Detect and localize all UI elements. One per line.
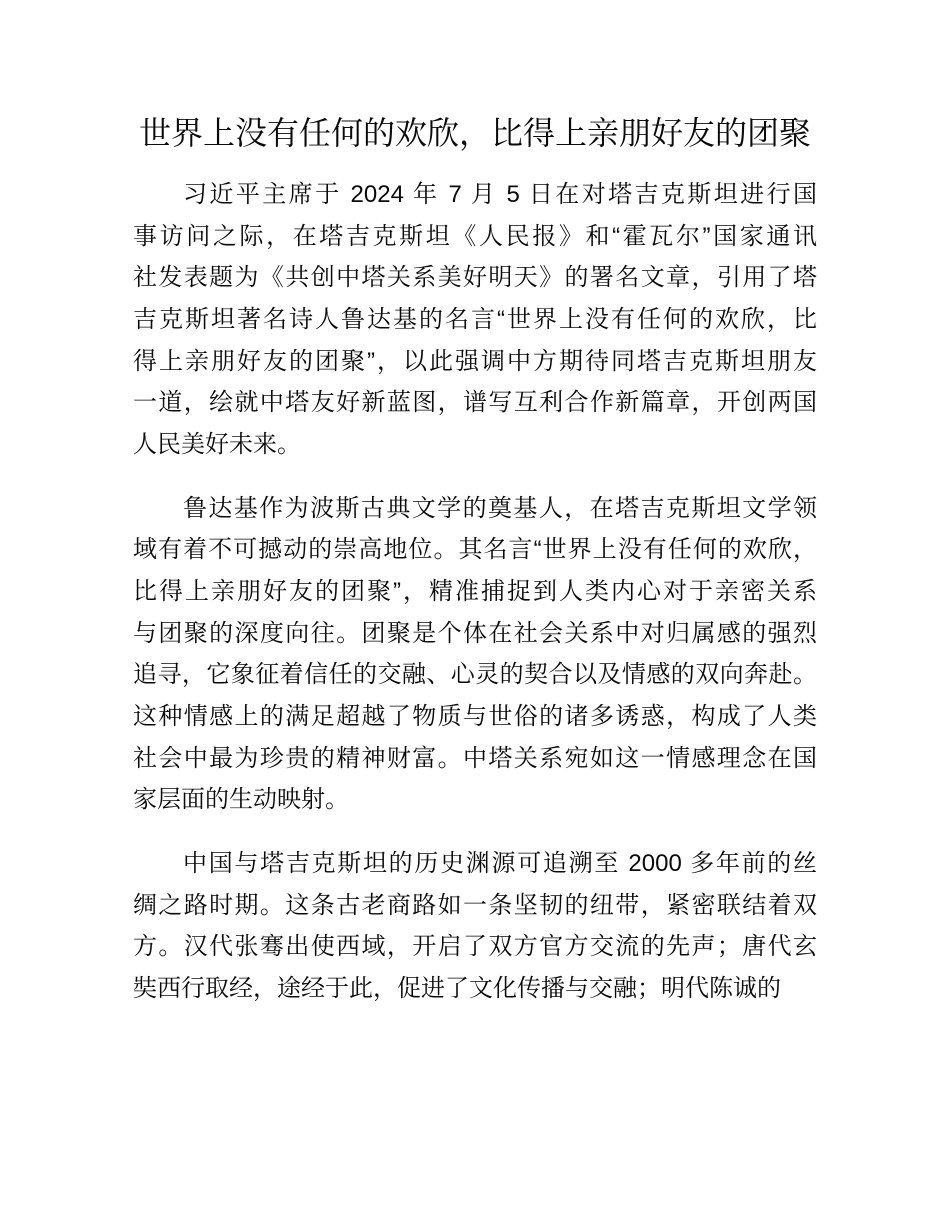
paragraph-line: 事访问之际，在塔吉克斯坦《人民报》和“霍瓦尔”国家通讯 <box>133 222 817 250</box>
paragraph-line: 一道，绘就中塔友好新蓝图，谱写互利合作新篇章，开创两国 <box>133 389 817 417</box>
paragraph-line: 家层面的生动映射。 <box>133 786 349 814</box>
paragraph-line: 方。汉代张骞出使西域，开启了双方官方交流的先声；唐代玄 <box>133 933 817 961</box>
paragraph-line: 中国与塔吉克斯坦的历史渊源可追溯至 2000 多年前的丝 <box>183 849 817 877</box>
paragraph-line: 与团聚的深度向往。团聚是个体在社会关系中对归属感的强烈 <box>133 619 817 647</box>
paragraph-line: 鲁达基作为波斯古典文学的奠基人，在塔吉克斯坦文学领 <box>183 494 817 522</box>
paragraph <box>133 843 817 1010</box>
paragraph-line: 吉克斯坦著名诗人鲁达基的名言“世界上没有任何的欢欣，比 <box>133 305 817 333</box>
paragraph-line: 得上亲朋好友的团聚”，以此强调中方期待同塔吉克斯坦朋友 <box>133 347 817 375</box>
paragraph-line: 比得上亲朋好友的团聚”，精准捕捉到人类内心对于亲密关系 <box>133 577 817 605</box>
document-body <box>133 174 817 1009</box>
paragraph-line: 域有着不可撼动的崇高地位。其名言“世界上没有任何的欢欣， <box>133 536 817 564</box>
paragraph-line: 社会中最为珍贵的精神财富。中塔关系宛如这一情感理念在国 <box>133 744 817 772</box>
paragraph-line: 追寻，它象征着信任的交融、心灵的契合以及情感的双向奔赴。 <box>133 661 817 689</box>
paragraph <box>133 174 817 466</box>
paragraph-line: 社发表题为《共创中塔关系美好明天》的署名文章，引用了塔 <box>133 264 817 292</box>
paragraph-line: 奘西行取经，途经于此，促进了文化传播与交融；明代陈诚的 <box>133 974 781 1002</box>
paragraph-line: 这种情感上的满足超越了物质与世俗的诸多诱惑，构成了人类 <box>133 702 817 730</box>
paragraph <box>133 488 817 821</box>
paragraph-line: 习近平主席于 2024 年 7 月 5 日在对塔吉克斯坦进行国 <box>183 181 817 208</box>
paragraph-line: 绸之路时期。这条古老商路如一条坚韧的纽带，紧密联结着双 <box>133 891 817 919</box>
document-title: 世界上没有任何的欢欣，比得上亲朋好友的团聚 <box>138 115 811 151</box>
paragraph-line: 人民美好未来。 <box>133 430 301 458</box>
